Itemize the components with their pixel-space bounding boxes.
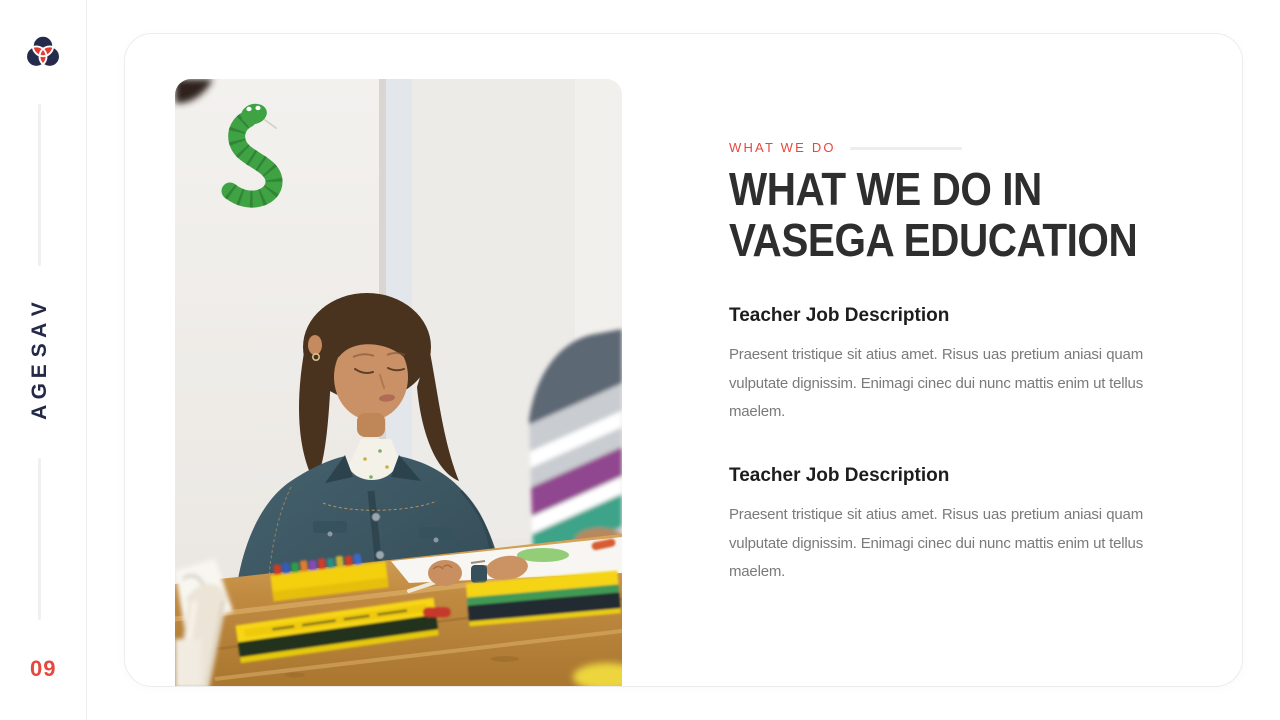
slide-title-line2: VASEGA EDUCATION [729, 214, 1138, 266]
sidebar-divider-bottom [38, 458, 41, 620]
slide-title [729, 164, 1151, 266]
classroom-photo [175, 79, 622, 687]
brand-letter: A [28, 322, 51, 338]
slide-title-line1: WHAT WE DO IN [729, 163, 1042, 215]
kicker-row [729, 140, 962, 155]
brand-venn-logo-icon [25, 34, 61, 72]
section-body: Praesent tristique sit atius amet. Risus uas pretium aniasi quam vulputate dignissim. Enimagi cinec dui nunc mattis enim ut tellus maelem. [729, 346, 1143, 420]
slide-card [124, 33, 1243, 687]
brand-letter: V [28, 302, 51, 317]
sidebar [0, 0, 87, 720]
brand-vertical [24, 299, 56, 422]
brand-letter: S [28, 343, 51, 358]
content-section [729, 464, 1143, 587]
classroom-photo-illustration [175, 79, 622, 687]
brand-letter: A [28, 404, 51, 420]
section-heading: Teacher Job Description [729, 305, 950, 326]
page-number: 09 [30, 656, 57, 681]
section-kicker: WHAT WE DO [729, 140, 836, 155]
content-section [729, 304, 1143, 427]
kicker-decorative-line [850, 147, 962, 150]
brand-letter: E [28, 363, 51, 378]
slide-content [729, 34, 1209, 687]
section-heading: Teacher Job Description [729, 465, 950, 486]
brand-letter: G [28, 383, 51, 400]
sidebar-divider-top [38, 104, 41, 266]
section-body: Praesent tristique sit atius amet. Risus uas pretium aniasi quam vulputate dignissim. Enimagi cinec dui nunc mattis enim ut tellus maelem. [729, 506, 1143, 580]
